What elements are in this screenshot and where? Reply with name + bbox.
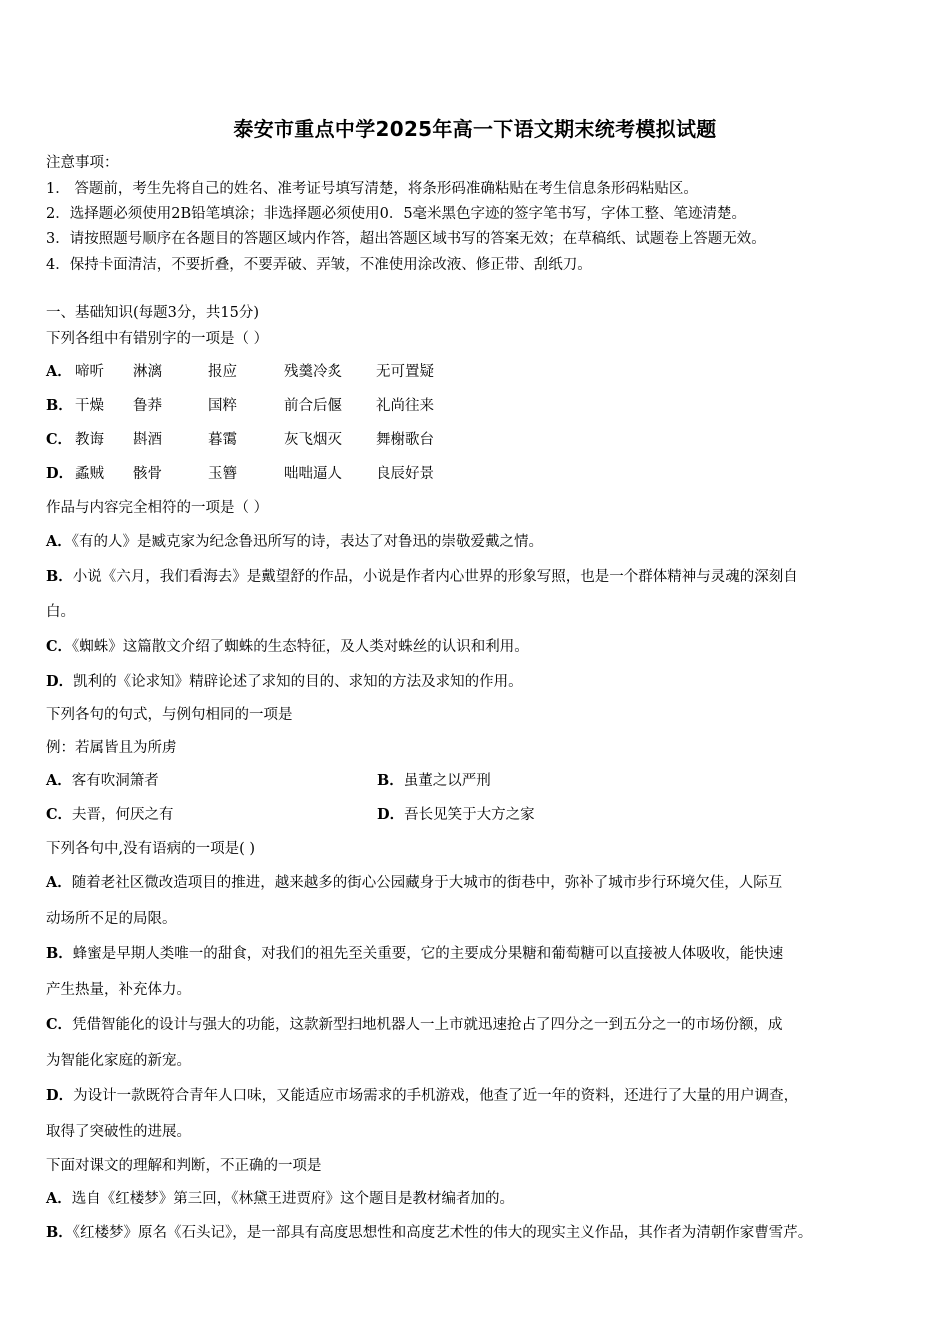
question-stem: 下列各句中,没有语病的一项是( ): [46, 841, 256, 857]
option-continuation: [46, 1120, 191, 1141]
example-sentence: 例：若属皆且为所虏: [46, 740, 177, 756]
option-text: 虽董之以严刑: [403, 773, 491, 789]
option-text: 产生热量，补充体力。: [46, 981, 191, 998]
option-text: 凭借智能化的设计与强大的功能，这款新型扫地机器人一上市就迅速抢占了四分之一到五分之一的市场份额，成: [72, 1017, 783, 1033]
option-text: 选自《红楼梦》第三回，《林黛王进贾府》这个题目是教材编者加的。: [71, 1191, 515, 1207]
option-label: A．: [46, 1190, 72, 1207]
option-text: 取得了突破性的进展。: [46, 1123, 191, 1140]
option-text: 小说《六月，我们看海去》是戴望舒的作品，小说是作者内心世界的形象写照，也是一个群体精神与灵魂的深刻自: [72, 569, 798, 585]
notice-item: 2．选择题必须使用2B铅笔填涂；非选择题必须使用0．5毫米黑色字迹的签字笔书写，字体工整、笔迹清楚。: [46, 206, 747, 222]
option-label: D．: [46, 465, 74, 482]
option-label: B．: [46, 568, 73, 585]
section-heading: 一、基础知识(每题3分，共15分): [46, 305, 259, 321]
notice-item: 4．保持卡面清洁，不要折叠，不要弄破、弄皱，不准使用涂改液、修正带、刮纸刀。: [46, 257, 592, 273]
option-label: B．: [46, 397, 73, 414]
option-word: 无可置疑: [376, 364, 434, 380]
question-stem: 下面对课文的理解和判断，不正确的一项是: [46, 1158, 322, 1174]
option-text: 随着老社区微改造项目的推进，越来越多的街心公园藏身于大城市的街巷中，弥补了城市步行环境欠佳，人际互: [71, 875, 783, 891]
option-line: [46, 635, 529, 656]
question-stem: 下列各组中有错别字的一项是（ ）: [46, 331, 269, 347]
option-word: 舞榭歌台: [376, 432, 434, 448]
option-text: 为设计一款既符合青年人口味，又能适应市场需求的手机游戏，他查了近一年的资料，还进行了大量的用户调查，: [73, 1088, 799, 1104]
option-line: [46, 1221, 812, 1242]
option-word: 咄咄逼人: [284, 466, 342, 482]
page-title: 泰安市重点中学2025年高一下语文期末统考模拟试题: [233, 117, 717, 141]
option-label: A．: [46, 533, 72, 550]
option-label: B．: [377, 772, 404, 789]
option-word: 残羹冷炙: [284, 364, 342, 380]
option-text: 《有的人》是臧克家为纪念鲁迅所写的诗，表达了对鲁迅的崇敬爱戴之情。: [71, 534, 544, 550]
option-text: 为智能化家庭的新宠。: [46, 1052, 191, 1069]
option-text: 夫晋，何厌之有: [72, 807, 174, 823]
option-a: [46, 769, 159, 790]
option-text: 《红楼梦》原名《石头记》，是一部具有高度思想性和高度艺术性的伟大的现实主义作品，其作者为清朝作家曹雪芹。: [72, 1225, 813, 1241]
option-continuation: [46, 907, 177, 928]
option-label: D．: [46, 1087, 74, 1104]
option-word: 暮霭: [208, 432, 237, 448]
option-text: 客有吹洞箫者: [71, 773, 159, 789]
option-label: A．: [46, 772, 72, 789]
option-word: 教诲: [75, 432, 104, 448]
option-continuation: [46, 1049, 191, 1070]
option-text: 蜂蜜是早期人类唯一的甜食，对我们的祖先至关重要，它的主要成分果糖和葡萄糖可以直接被人体吸收，能快速: [72, 946, 784, 962]
option-text: 凯利的《论求知》精辟论述了求知的目的、求知的方法及求知的作用。: [73, 674, 523, 690]
question-stem: 下列各句的句式，与例句相同的一项是: [46, 707, 293, 723]
option-label: B．: [46, 945, 73, 962]
option-line: [46, 565, 798, 586]
option-word: 玉簪: [208, 466, 237, 482]
option-continuation: [46, 600, 75, 621]
option-word: 啼听: [75, 364, 104, 380]
option-text: 白。: [46, 604, 75, 620]
option-label: C．: [46, 431, 73, 448]
option-line: [46, 670, 523, 691]
option-word: 礼尚往来: [376, 398, 434, 414]
option-label: A．: [46, 363, 72, 380]
option-line: [46, 871, 782, 892]
option-text: 《蜘蛛》这篇散文介绍了蜘蛛的生态特征，及人类对蛛丝的认识和利用。: [72, 639, 529, 655]
option-word: 灰飞烟灭: [284, 432, 342, 448]
option-word: 蟊贼: [75, 466, 104, 482]
option-word: 干燥: [75, 398, 104, 414]
option-d: [377, 803, 535, 824]
option-line: [46, 942, 783, 963]
option-line: [46, 1013, 783, 1034]
option-label: D．: [46, 673, 74, 690]
option-word: 良辰好景: [376, 466, 434, 482]
option-label: D．: [377, 806, 405, 823]
option-word: 淋漓: [133, 364, 162, 380]
option-line: [46, 530, 543, 551]
option-text: 吾长见笑于大方之家: [404, 807, 535, 823]
option-c: [46, 803, 174, 824]
option-word: 斟酒: [133, 432, 162, 448]
option-label: B．: [46, 1224, 73, 1241]
option-label: C．: [46, 638, 73, 655]
notice-heading: 注意事项：: [46, 155, 119, 171]
option-b: [377, 769, 491, 790]
notice-item: 1． 答题前，考生先将自己的姓名、准考证号填写清楚，将条形码准确粘贴在考生信息条形码粘贴区。: [46, 181, 698, 197]
option-line: [46, 1084, 798, 1105]
option-label: A．: [46, 874, 72, 891]
option-word: 国粹: [208, 398, 237, 414]
option-word: 报应: [208, 364, 237, 380]
option-word: 前合后偃: [284, 398, 342, 414]
option-label: C．: [46, 1016, 73, 1033]
option-line: [46, 1187, 514, 1208]
option-text: 动场所不足的局限。: [46, 910, 177, 927]
option-label: C．: [46, 806, 73, 823]
option-word: 骸骨: [133, 466, 162, 482]
notice-item: 3．请按照题号顺序在各题目的答题区域内作答，超出答题区域书写的答案无效；在草稿纸、试题卷上答题无效。: [46, 231, 766, 247]
question-stem: 作品与内容完全相符的一项是（ ）: [46, 500, 269, 516]
option-word: 鲁莽: [133, 398, 162, 414]
option-continuation: [46, 978, 191, 999]
